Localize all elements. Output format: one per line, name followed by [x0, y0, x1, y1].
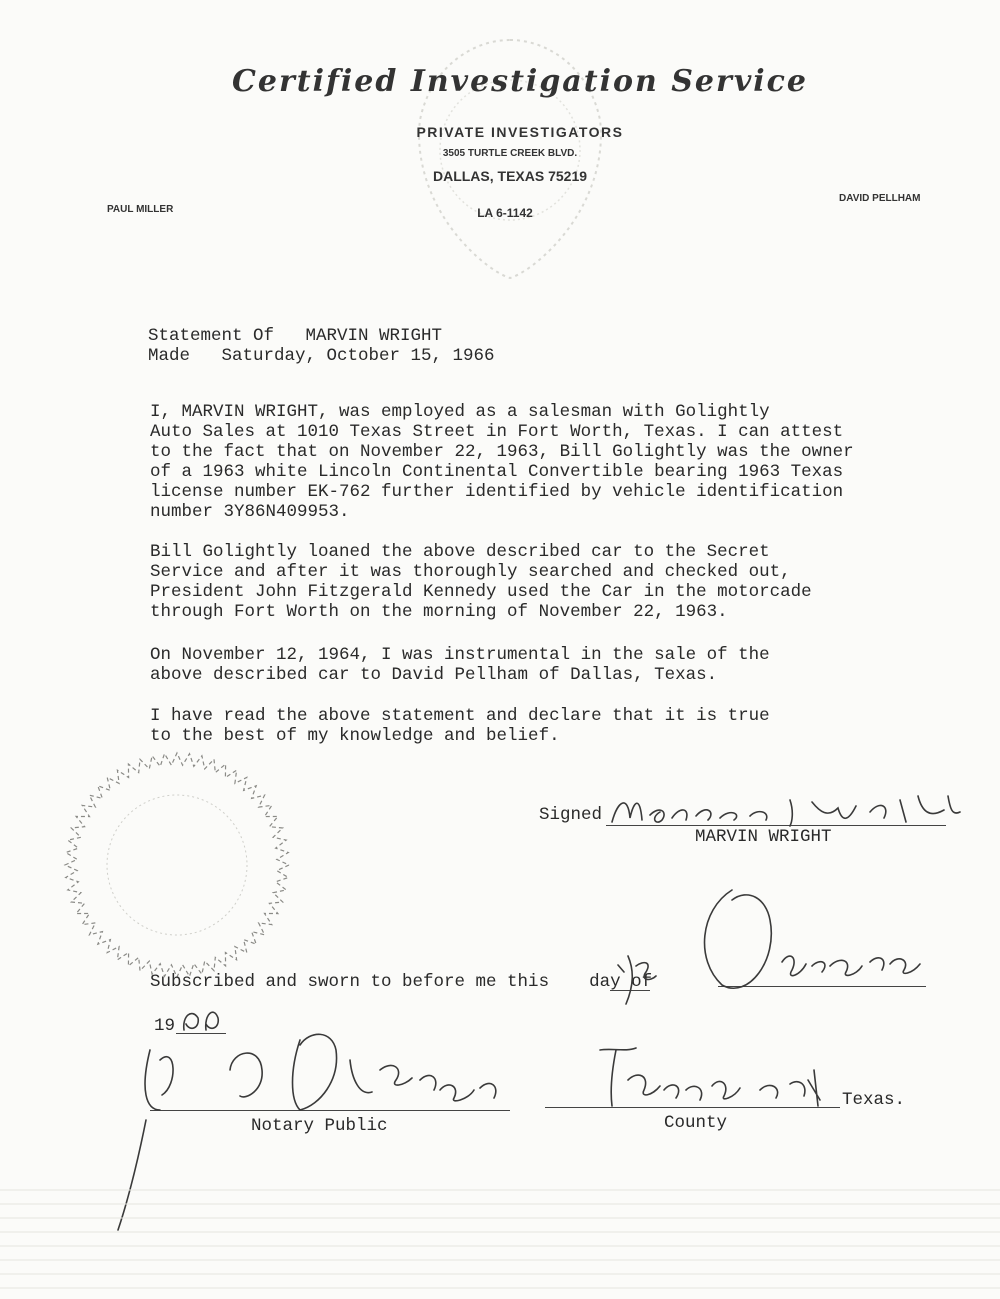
- day-of-label: day of: [589, 972, 653, 992]
- month-blank-line: [718, 986, 926, 987]
- seal-serrated-edge: [65, 753, 289, 977]
- statement-paragraph-4: I have read the above statement and declare that it is true to the best of my knowledge and belief.: [150, 706, 770, 746]
- year-prefix: 19: [154, 1016, 176, 1036]
- ruled-paper-lines: [0, 1180, 1000, 1299]
- statement-made-line: Made Saturday, October 15, 1966: [148, 346, 495, 366]
- county-handwriting: [600, 1048, 820, 1106]
- partner-left: PAUL MILLER: [107, 204, 174, 215]
- day-blank-line: [610, 990, 650, 991]
- partner-right: DAVID PELLHAM: [839, 193, 921, 204]
- county-label: County: [664, 1113, 728, 1133]
- notary-seal-emboss: [60, 748, 295, 983]
- seal-inner-ring: [107, 795, 247, 935]
- signature-line: [606, 825, 946, 826]
- notary-signature-line: [150, 1110, 510, 1111]
- notary-public-label: Notary Public: [251, 1116, 388, 1136]
- sworn-statement: [150, 972, 652, 992]
- county-line: [545, 1107, 840, 1108]
- state-label: Texas.: [842, 1090, 906, 1110]
- statement-paragraph-3: On November 12, 1964, I was instrumental in the sale of the above described car to David Pellham of Dallas, Texas.: [150, 645, 770, 685]
- year-handwriting: [184, 1012, 219, 1030]
- sworn-label: Subscribed and sworn to before me this: [150, 972, 550, 992]
- company-street: 3505 TURTLE CREEK BLVD.: [442, 148, 578, 159]
- company-name: Certified Investigation Service: [231, 64, 808, 99]
- signed-label: Signed: [539, 805, 603, 825]
- month-handwriting: [705, 890, 920, 988]
- statement-paragraph-1: I, MARVIN WRIGHT, was employed as a salesman with Golightly Auto Sales at 1010 Texas Street in Fort Worth, Texas. I can attest to the fact that on November 22, 1963, Bill Golightly was the owner of a 1963 white Lincoln Continental Convertible bearing 1963 Texas license number EK-762 further identified by vehicle identification number 3Y86N409953.: [150, 402, 854, 522]
- statement-of-line: Statement Of MARVIN WRIGHT: [148, 326, 443, 346]
- company-phone: LA 6-1142: [477, 206, 533, 220]
- year-blank-line: [176, 1033, 226, 1034]
- statement-paragraph-2: Bill Golightly loaned the above described car to the Secret Service and after it was thoroughly searched and checked out, President John Fitzgerald Kennedy used the Car in the motorcade through Fort Worth on the morning of November 22, 1963.: [150, 542, 812, 622]
- marvin-wright-signature: [612, 796, 960, 826]
- signer-name: MARVIN WRIGHT: [695, 827, 832, 847]
- company-city-state: DALLAS, TEXAS 75219: [432, 168, 588, 184]
- company-tagline: PRIVATE INVESTIGATORS: [416, 124, 624, 140]
